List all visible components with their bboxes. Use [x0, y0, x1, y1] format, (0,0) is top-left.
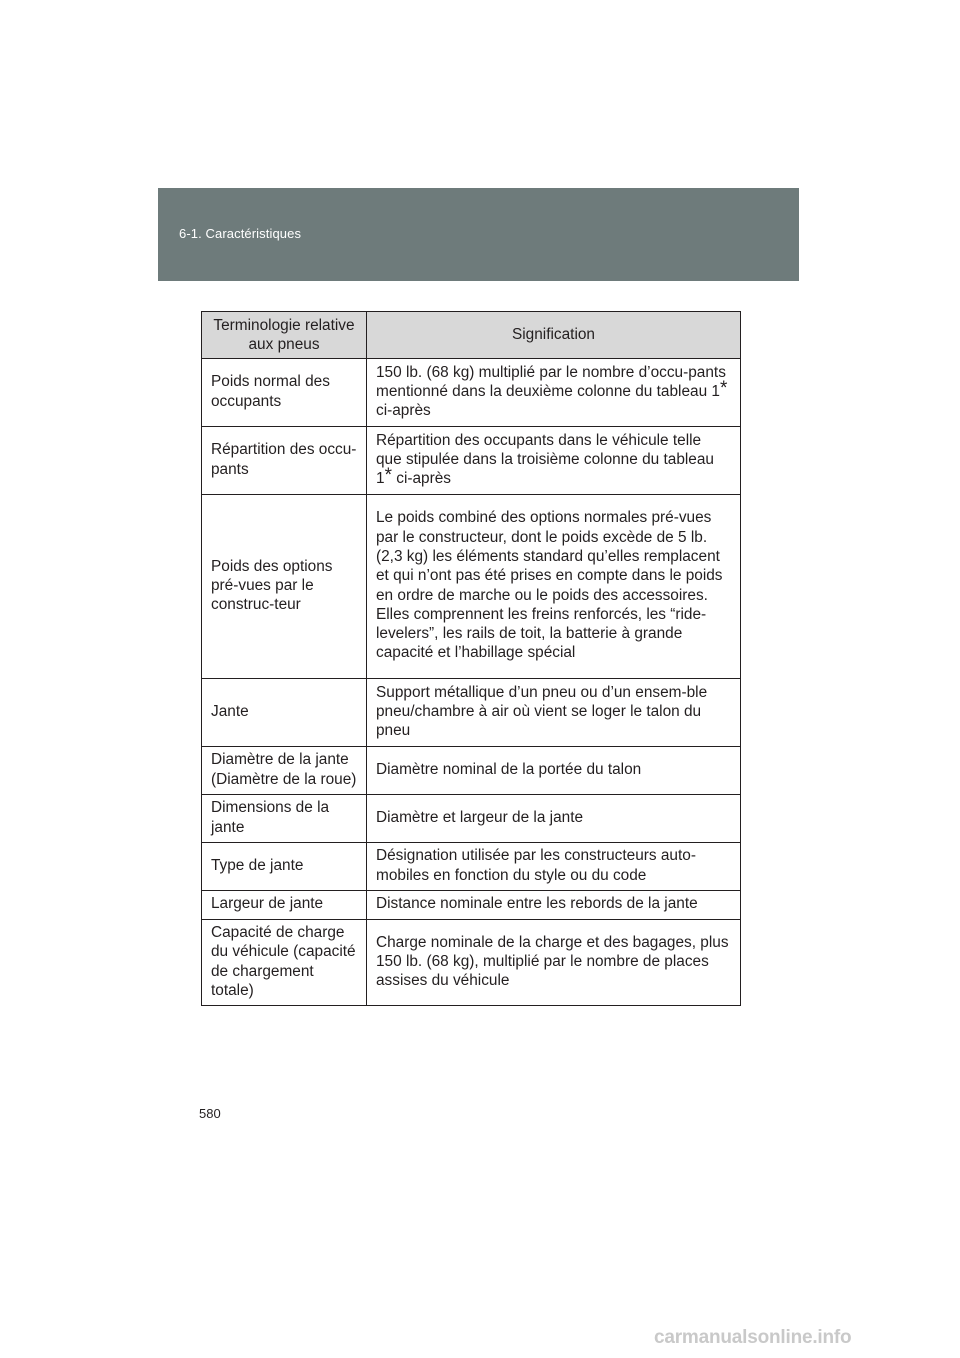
meaning-text: 150 lb. (68 kg) multiplié par le nombre d’occu-pants mentionné dans la deuxième colonne du tableau 1: [376, 363, 726, 400]
table-row: [202, 891, 741, 920]
term-cell: Jante: [202, 679, 367, 747]
column-header-meaning: Signification: [367, 312, 741, 359]
meaning-cell: Désignation utilisée par les constructeurs auto-mobiles en fonction du style ou du code: [367, 843, 741, 891]
term-cell: Dimensions de la jante: [202, 795, 367, 843]
watermark-text: carmanualsonline.info: [654, 1327, 852, 1348]
meaning-cell: [367, 427, 741, 495]
term-cell: Poids normal des occupants: [202, 359, 367, 427]
table-row: [202, 747, 741, 795]
meaning-cell: [367, 359, 741, 427]
meaning-cell: Distance nominale entre les rebords de la jante: [367, 891, 741, 920]
table-row: [202, 920, 741, 1006]
table-row: [202, 359, 741, 427]
meaning-cell: Le poids combiné des options normales pré-vues par le constructeur, dont le poids excède de 5 lb. (2,3 kg) les éléments standard qu’elles remplacent et qui n’ont pas été prises en compte dans le poids en ordre de marche ou le poids des accessoires. Elles comprennent les freins renforcés, les “ride-levelers”, les rails de toit, la batterie à grande capacité et l’habillage spécial: [367, 495, 741, 679]
term-cell: Largeur de jante: [202, 891, 367, 920]
term-cell: Répartition des occu-pants: [202, 427, 367, 495]
term-cell: Type de jante: [202, 843, 367, 891]
table-row: [202, 495, 741, 679]
term-cell: Diamètre de la jante (Diamètre de la roue): [202, 747, 367, 795]
meaning-text-suffix: ci-après: [391, 470, 451, 488]
term-cell: Poids des options pré-vues par le construc-teur: [202, 495, 367, 679]
meaning-cell: Diamètre nominal de la portée du talon: [367, 747, 741, 795]
term-cell: Capacité de charge du véhicule (capacité de chargement totale): [202, 920, 367, 1006]
meaning-text: Répartition des occupants dans le véhicule telle que stipulée dans la troisième colonne du tableau 1: [376, 431, 714, 488]
table-row: [202, 795, 741, 843]
meaning-text-suffix: ci-après: [376, 402, 431, 420]
table-row: [202, 427, 741, 495]
footnote-star: *: [719, 377, 728, 399]
chapter-header-band: [158, 188, 799, 281]
page-number: 580: [199, 1106, 221, 1121]
table-row: [202, 843, 741, 891]
table-row: [202, 679, 741, 747]
footnote-star: *: [384, 465, 392, 487]
meaning-cell: Diamètre et largeur de la jante: [367, 795, 741, 843]
meaning-cell: Charge nominale de la charge et des bagages, plus 150 lb. (68 kg), multiplié par le nombre de places assises du véhicule: [367, 920, 741, 1006]
column-header-terminology: Terminologie relative aux pneus: [202, 312, 367, 359]
section-title: 6-1. Caractéristiques: [179, 226, 302, 241]
meaning-cell: Support métallique d’un pneu ou d’un ensem-ble pneu/chambre à air où vient se loger le talon du pneu: [367, 679, 741, 747]
tire-terminology-table: [201, 311, 741, 1006]
table-header-row: [202, 312, 741, 359]
